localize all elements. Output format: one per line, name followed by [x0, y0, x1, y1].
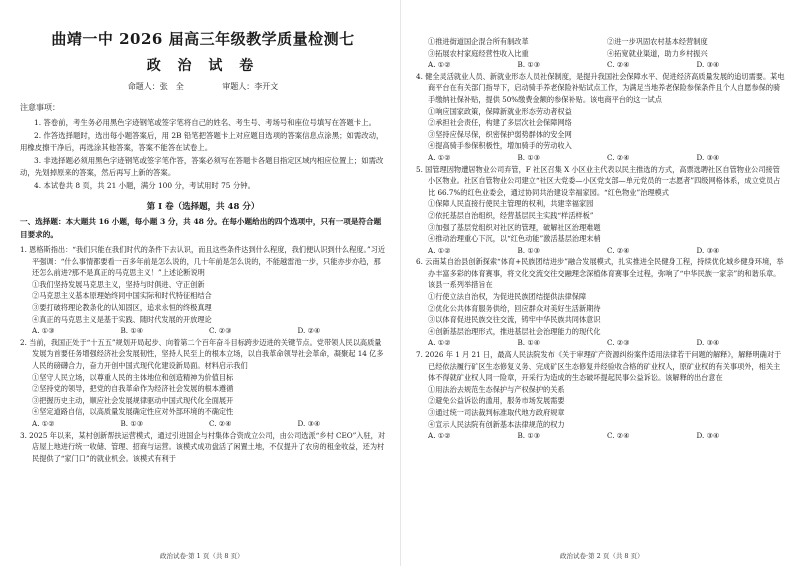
- answer-option: D. ③④: [297, 418, 321, 428]
- note: 1. 答卷前，考生务必用黑色字迹钢笔或签字笔将自己的姓名、考生号、考场号和座位号填写在答题卡上。: [34, 118, 376, 127]
- statement-item: ④创新基层治理形式，推进基层社会治理能力的现代化: [428, 326, 601, 336]
- statement-item: ①响应国家政策，保障新就业形态劳动者权益: [428, 106, 572, 116]
- answer-option: B. ①③: [517, 245, 541, 255]
- answer-option: B. ①③: [517, 60, 541, 70]
- part-title: 第 I 卷（选择题，共 48 分）: [146, 202, 260, 212]
- statement-item: ④推动治理重心下沉，以“红色动能”激活基层治理末梢: [428, 234, 601, 244]
- statement-item: ②优化公共体育服务供给，回应群众对美好生活新期待: [428, 303, 601, 313]
- note: 2. 作答选择题时，选出每小题答案后，用 2B 铅笔把答题卡上对应题目选项的答案信息点涂黑；如需改动，用橡皮擦干净后，再选涂其他答案，答案不能答在试卷上。: [20, 130, 384, 152]
- statement-grid: [416, 36, 786, 59]
- statement-item: ④坚定道路自信，以高质量发展确定性应对外部环境的不确定性: [32, 407, 234, 417]
- question: [416, 71, 786, 164]
- answer-options: [20, 325, 386, 337]
- note: 4. 本试卷共 8 页，共 21 小题，满分 100 分，考试用时 75 分钟。: [34, 180, 256, 190]
- notes-heading: 注意事项：: [20, 103, 60, 112]
- question-stem: 4. 健全灵活就业人员、新就业形态人员社保制度，是提升我国社会保障水平、促进经济高质量发展的追切需要。某电商平台在有关部门指导下，启动骑手养老保险补贴试点工作，为满足当地养老保险参保条件且个人自愿参保的骑手缴纳社保补贴，提供 50%缴费金额的参保补贴。该电商平台的这一试点: [416, 71, 785, 104]
- answer-option: C. ②③: [209, 326, 232, 336]
- answer-options: [416, 59, 786, 71]
- question: [416, 36, 786, 71]
- statement-item: ③要打破将理论教条化的认知固区，追求永恒的终极真理: [32, 302, 212, 312]
- page-footer: 政治试卷·第 1 页（共 8 页）: [160, 552, 244, 560]
- answer-options: [416, 430, 786, 442]
- question: [20, 430, 386, 465]
- note: 3. 非选择题必须用黑色字迹钢笔或签字笔作答，答案必须写在答题卡各题目指定区域内相应位置上；如需改动，先划掉原来的答案，然后再写上新的答案。: [20, 155, 384, 177]
- statement-item: ①推进街道国企混合所有制改革: [428, 37, 529, 46]
- statement-item: ①保障人民直接行使民主管理的权利，共建幸福家园: [428, 199, 594, 209]
- question-stem: 1. 恩格斯指出：“我们只能在我们时代的条件下去认识，而且这些条件达到什么程度，我们便认识到什么程度。”习近平强调：“什么事情都要看一百多年前是怎么说的，几十年前是怎么说的，不能越雷池一步，只能亦步亦趋，那还怎么前进?那不是真正的马克思主义！”上述论断说明: [20, 245, 386, 278]
- statement-item: ②马克思主义基本原理始终同中国实际和时代特征相结合: [32, 291, 212, 301]
- statement-item: ②避免公益诉讼的滥用，服务市场发展需要: [428, 396, 565, 406]
- question: [20, 337, 386, 430]
- answer-option: A. ①③: [32, 326, 55, 336]
- page-footer: 政治试卷·第 2 页（共 8 页）: [560, 552, 644, 560]
- answer-option: B. ①④: [517, 338, 541, 348]
- answer-option: A. ①②: [428, 338, 451, 348]
- section-title: 一、选择题：本大题共 16 小题，每小题 3 分，共 48 分。在每小题给出的四个选项中，只有一项是符合题目要求的。: [20, 217, 382, 239]
- statement-item: ③把握历史主动，顺应社会发展规律驱动中国式现代化全面展开: [32, 395, 234, 405]
- question: [416, 164, 786, 257]
- answer-options: [416, 245, 786, 257]
- statement-item: ②进一步巩固农村基本经营制度: [607, 37, 708, 46]
- statement-item: ④宣示人民法院有创新基本法律规范的权力: [428, 419, 565, 429]
- answer-option: D. ③④: [696, 152, 720, 162]
- question-stem: 5. 国管理因物遭居物业公司弃管，F 社区召集 X 小区业主代表以民主推选的方式，高票选聘社区自管物业公司接管小区物业。社区自管物业公司建立“社区大党委—小区党支部—单元党员的一志愿者”四级网格体系，成立党员占比 66.7%的红色业委会，通过协同共治建设幸福家园。“红色物业”治理模式: [416, 164, 781, 197]
- question-stem: 3. 2025 年以来，某村创新帮扶运营模式，通过引进国企与村集体合资成立公司，由公司选派“乡村 CEO”入驻，对店屋上地进行统一收储、管理、招商与运营。该模式成功盘活了闲置土地，不仅提升了农房的租金收益，还为村民提供了“家门口”的就业机会。该模式有利于: [20, 430, 386, 463]
- statement-item: ①行使立法自治权，为促进民族团结提供法律保障: [428, 292, 587, 302]
- answer-options: [416, 337, 786, 349]
- statement-item: ③以体育促进民族交往交流，铸牢中华民族共同体意识: [428, 315, 601, 325]
- answer-option: C. ②③: [607, 338, 630, 348]
- statement-item: ①用法治去规范生态保护与产权保护的关系: [428, 384, 565, 394]
- statement-item: ①坚守人民立场，以尊重人民的主体地位和创造精神为价值目标: [32, 372, 234, 382]
- question: [416, 256, 786, 349]
- question-list: [416, 36, 786, 442]
- answer-option: B. ①④: [120, 326, 144, 336]
- answer-option: B. ①③: [120, 418, 144, 428]
- statement-item: ②坚持党的领导，把党的自我革命作为经济社会发展的根本遵循: [32, 384, 234, 394]
- statement-item: ④真正的马克思主义是基于实践、随时代发展的开放理论: [32, 314, 212, 324]
- answer-options: [416, 152, 786, 164]
- question-stem: 6. 云南某自治县创新探索“体育+民族团结进步”融合发展模式，扎实推进全民健身工程，持续优化城乡健身环境，举办丰富多彩的体育赛事，将文化交流交往交融理念深植体育赛事全过程，弥响了“中华民族一家亲”的和谐乐章。该县一系列举措旨在: [416, 257, 784, 290]
- question-stem: 7. 2026 年 1 月 21 日，最高人民法院发布《关于审理矿产资源纠纷案件适用法律若干问题的解释》，解释明确对于已经依法履行矿区生态修复义务、完成矿区生态修复并经验收合格的矿业权人，原矿业权的有关事项外，相关主体不得就矿业权人同一险章，开采行为造成的生态破坏提起民事公益诉讼。该解释的出台意在: [416, 350, 782, 383]
- question: [20, 244, 386, 337]
- statement-item: ③加强了基层党组织对社区的管理，破解社区治理难题: [428, 222, 601, 232]
- answer-option: A. ①②: [428, 152, 451, 162]
- answer-options: [20, 418, 386, 430]
- statement-item: ③坚持应保尽保，织密保护弱势群体的安全网: [428, 129, 572, 139]
- question: [416, 349, 786, 442]
- answer-option: C. ②④: [607, 245, 630, 255]
- exam-title: 曲靖一中 2026 届高三年级教学质量检测七: [51, 30, 355, 48]
- statement-item: ①我们坚持发展马克思主义，坚持与时俱进、守正创新: [32, 279, 205, 289]
- reviewer: 审题人：李开文: [222, 82, 279, 91]
- answer-option: C. ②④: [209, 418, 232, 428]
- answer-option: C. ②④: [607, 60, 630, 70]
- answer-option: B. ①③: [517, 152, 541, 162]
- statement-item: ④提高骑手参保积极性，增加骑手的劳动收入: [428, 141, 572, 151]
- answer-option: A. ①②: [428, 60, 451, 70]
- statement-item: ②承担社会责任，构建了多层次社会保障网络: [428, 118, 572, 128]
- answer-option: A. ①②: [32, 418, 55, 428]
- answer-option: A. ①②: [428, 431, 451, 441]
- answer-option: A. ①②: [428, 245, 451, 255]
- answer-option: D. ②④: [297, 326, 321, 336]
- question-stem: 2. 当前，我国正处于“十五五”规划开局起步、向着第二个百年奋斗目标跨步迈进的关键节点。党带领人民以高质量发展为首要任务增强经济社会发展韧性，坚持人民至上的根本立场，以自我革命领导社会革命，凝聚起 14 亿多人民的磅礴合力，奋力开创中国式现代化建设新局面。材料启示我们: [20, 337, 384, 370]
- answer-option: D. ③④: [696, 431, 720, 441]
- answer-option: D. ③④: [696, 338, 720, 348]
- setter: 命题人：张 全: [127, 82, 184, 91]
- answer-option: B. ①③: [517, 431, 541, 441]
- subject-title: 政 治 试 卷: [146, 58, 260, 74]
- answer-option: C. ②④: [607, 152, 630, 162]
- answer-option: D. ③④: [696, 60, 720, 70]
- statement-item: ③拓展农村家庭经营性收入比重: [428, 48, 529, 58]
- page-2: [400, 0, 800, 566]
- answer-option: D. ③④: [696, 245, 720, 255]
- question-list: [20, 244, 386, 464]
- authors-line: [20, 81, 386, 92]
- statement-item: ③通过统一司法裁判标准取代地方政府规章: [428, 408, 565, 417]
- statement-item: ④拓宽就业渠道，助力乡村振兴: [607, 48, 708, 58]
- answer-option: C. ②④: [607, 431, 630, 441]
- statement-item: ②依托基层自治组织，经营基层民主实践“样活样板”: [428, 210, 594, 220]
